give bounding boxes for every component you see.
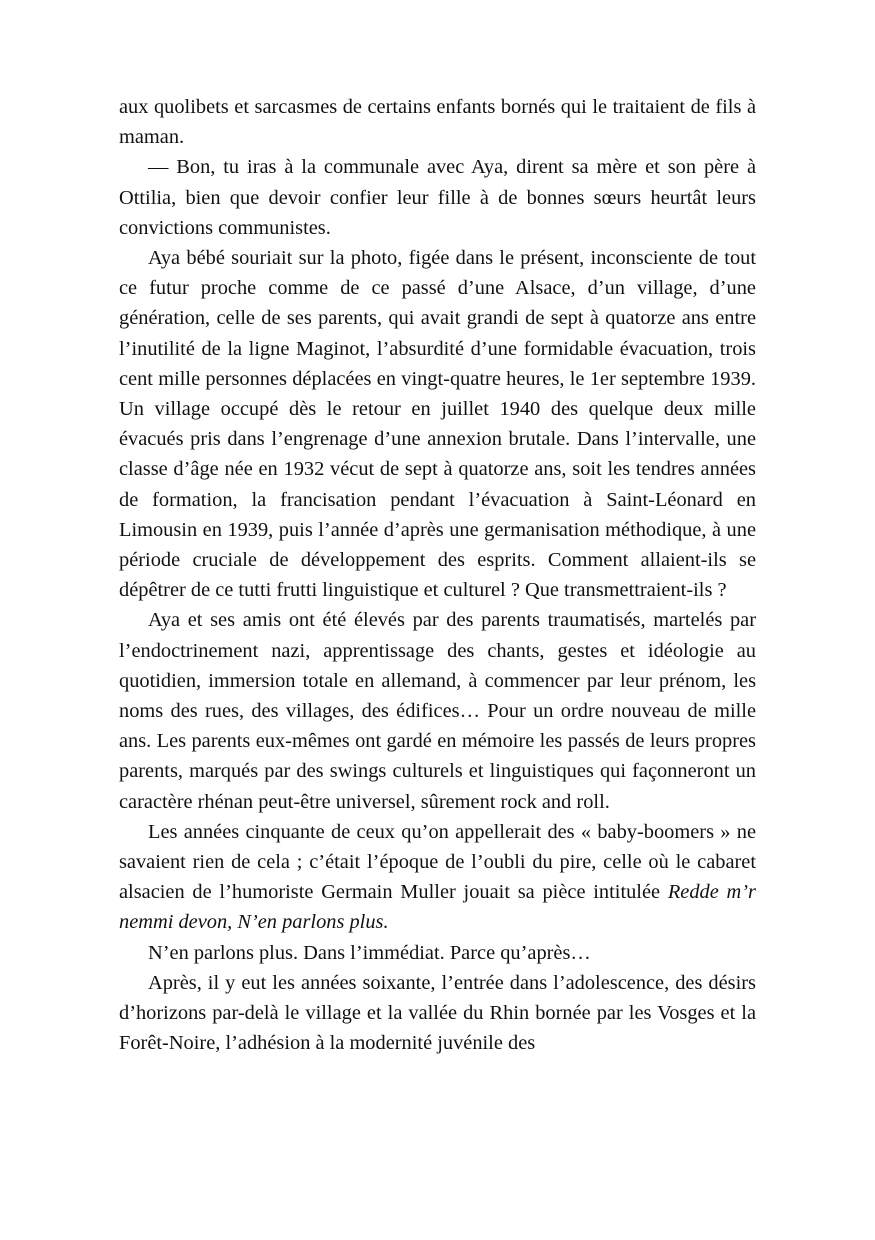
paragraph-baby-boomers-text: Les années cinquante de ceux qu’on appellerait des « baby-boomers » ne savaient rien de cela ; c’était l’époque de l’oubli du pire, celle où le cabaret alsacien de l’humoriste Germain Muller jouait sa pièce intitulée (119, 820, 756, 904)
paragraph-baby-boomers (119, 817, 756, 938)
paragraph-sixties: Après, il y eut les années soixante, l’entrée dans l’adolescence, des désirs d’horizons par-delà le village et la vallée du Rhin bornée par les Vosges et la Forêt-Noire, l’adhésion à la modernité juvénile des (119, 971, 756, 1055)
paragraph-parents: Aya et ses amis ont été élevés par des parents traumatisés, martelés par l’endoctrinement nazi, apprentissage des chants, gestes et idéologie au quotidien, immersion totale en allemand, à commencer par leur prénom, les noms des rues, des villages, des édifices… Pour un ordre nouveau de mille ans. Les parents eux-mêmes ont gardé en mémoire les passés de leurs propres parents, marqués par des swings culturels et linguistiques qui façonneront un caractère rhénan peut-être universel, sûrement rock and roll. (119, 609, 756, 813)
paragraph-nen-parlons-plus: N’en parlons plus. Dans l’immédiat. Parce qu’après… (148, 941, 591, 964)
paragraph-continuation: aux quolibets et sarcasmes de certains enfants bornés qui le traitaient de fils à maman. (119, 96, 756, 149)
play-title: Redde m’r nemmi devon, N’en parlons plus. (119, 881, 756, 934)
paragraph-aya-photo: Aya bébé souriait sur la photo, figée dans le présent, inconsciente de tout ce futur proche comme de ce passé d’une Alsace, d’un village, d’une génération, celle de ses parents, qui avait grandi de sept à quatorze ans entre l’inutilité de la ligne Maginot, l’absurdité d’une formidable évacuation, trois cent mille personnes déplacées en vingt-quatre heures, le 1er septembre 1939. Un village occupé dès le retour en juillet 1940 des quelque deux mille évacués pris dans l’engrenage d’une annexion brutale. Dans l’intervalle, une classe d’âge née en 1932 vécut de sept à quatorze ans, soit les tendres années de formation, la francisation pendant l’évacuation à Saint-Léonard en Limousin en 1939, puis l’année d’après une germanisation méthodique, à une période cruciale de développement des esprits. Comment allaient-ils se dépêtrer de ce tutti frutti linguistique et culturel ? Que transmettraient-ils ? (119, 247, 756, 602)
paragraph-dialogue: — Bon, tu iras à la communale avec Aya, dirent sa mère et son père à Ottilia, bien que devoir confier leur fille à de bonnes sœurs heurtât leurs convictions communistes. (119, 156, 756, 239)
book-page (119, 92, 756, 1059)
